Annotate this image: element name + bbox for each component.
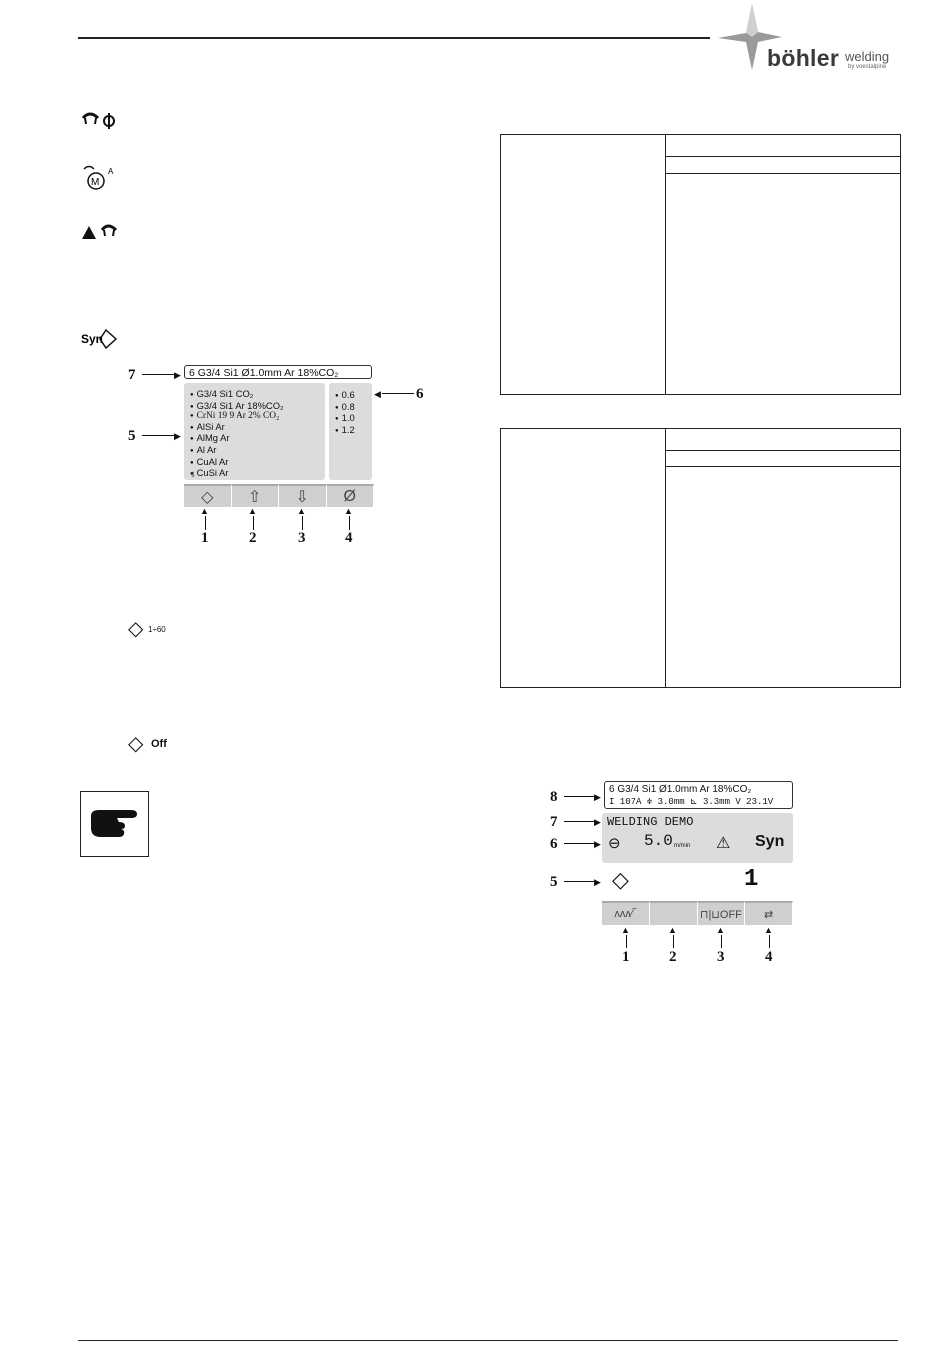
list-item[interactable]: ● CuAl Ar (190, 457, 325, 469)
list-item[interactable]: ● AlMg Ar (190, 433, 325, 445)
list-item[interactable]: ● G3/4 Si1 CO₂ (190, 389, 325, 401)
brand-product: welding (845, 49, 890, 64)
list-item[interactable]: ● Al Ar (190, 445, 325, 457)
callout-arrow (382, 393, 414, 394)
softkey-up[interactable]: ⇧ (232, 484, 280, 507)
header-rule (78, 37, 710, 39)
table-column-left (501, 135, 666, 394)
callout-6: 6 (416, 386, 424, 402)
program-diamond-icon: ◇ (128, 618, 144, 640)
program-off-label: Off (151, 738, 167, 750)
svg-text:Syn: Syn (81, 332, 104, 346)
list-item[interactable]: ● CuSi Ar (190, 468, 325, 480)
header-line-2: I 107A ≑ 3.0mm ⊾ 3.3mm V 23.1V (609, 797, 774, 807)
list-item[interactable]: ● 1.2 (335, 425, 372, 437)
callout-arrow (564, 843, 596, 844)
pointing-hand-icon (81, 792, 148, 856)
arrow-right-icon: ▶ (594, 792, 601, 802)
softkey-weld-process[interactable]: ʌʌʌ∕‾ (602, 901, 650, 925)
callout-k1: 1 (201, 530, 209, 546)
program-title: WELDING DEMO (607, 815, 694, 829)
program-diamond-icon: ◇ (128, 733, 144, 755)
arrow-right-icon: ▶ (174, 370, 181, 380)
callout-arrow (769, 935, 770, 948)
header-line-1: 6 G3/4 Si1 Ø1.0mm Ar 18%CO₂ (609, 784, 752, 795)
callout-k1: 1 (622, 949, 630, 965)
arrow-up-icon: ▲ (716, 925, 725, 935)
callout-arrow (721, 935, 722, 948)
mode-label: Syn (755, 833, 785, 850)
callout-k4: 4 (765, 949, 773, 965)
arrow-up-icon: ▲ (668, 925, 677, 935)
wire-speed-unit: m/min (674, 843, 691, 849)
table-column-left (501, 429, 666, 687)
list-item[interactable]: ● G3/4 Si1 Ar 18%CO₂ (190, 401, 325, 413)
arrow-up-icon: ▲ (200, 506, 209, 516)
svg-text:A: A (108, 167, 114, 176)
callout-arrow (302, 516, 303, 530)
callout-arrow (142, 435, 176, 436)
table-1 (500, 134, 901, 395)
callout-arrow (564, 821, 596, 822)
list-item[interactable]: ● 0.8 (335, 402, 372, 414)
softkey-down[interactable]: ⇩ (279, 484, 327, 507)
callout-6: 6 (550, 836, 558, 852)
diameter-list (329, 383, 372, 436)
footer-rule (78, 1340, 898, 1341)
arrow-right-icon: ▶ (594, 839, 601, 849)
callout-k4: 4 (345, 530, 353, 546)
arrow-right-icon: ▶ (594, 817, 601, 827)
callout-8: 8 (550, 789, 558, 805)
softkey-mode-switch[interactable]: ⇄ (745, 901, 793, 925)
callout-arrow (626, 935, 627, 948)
brand-name: böhler (767, 45, 840, 71)
callout-5: 5 (128, 428, 136, 444)
wire-torch-diameter-icon (80, 110, 122, 132)
table-divider (666, 450, 900, 451)
arrow-right-icon: ▶ (594, 877, 601, 887)
scroll-more-icon: ⇩ (190, 472, 196, 479)
callout-k3: 3 (717, 949, 725, 965)
program-number: 1 (744, 866, 759, 893)
softkey-diameter[interactable]: Ø (327, 484, 375, 507)
arrow-right-icon: ▶ (174, 431, 181, 441)
table-divider (666, 156, 900, 157)
callout-arrow (673, 935, 674, 948)
table-divider (666, 466, 900, 467)
wire-speed-value: 5.0 (644, 832, 673, 850)
callout-arrow (349, 516, 350, 530)
arrow-up-icon: ▲ (248, 506, 257, 516)
arrow-up-icon: ▲ (297, 506, 306, 516)
softkey-pulse-off[interactable]: ⊓|⊔OFF (698, 901, 746, 925)
table-2 (500, 428, 901, 688)
arrow-up-icon: ▲ (344, 506, 353, 516)
callout-k2: 2 (669, 949, 677, 965)
diameter-list-panel (329, 383, 372, 480)
motor-current-icon (80, 165, 120, 193)
brand-tagline: by voestalpine (848, 64, 887, 70)
callout-7: 7 (128, 367, 136, 383)
display2-header (604, 781, 793, 809)
table-divider (666, 173, 900, 174)
display1-softkeys (184, 484, 374, 507)
display2-main-panel (602, 813, 793, 863)
arrow-up-icon: ▲ (621, 925, 630, 935)
synergic-icon (80, 326, 120, 352)
callout-arrow (205, 516, 206, 530)
callout-k2: 2 (249, 530, 257, 546)
wire-diameter-icon: ⊖ (608, 835, 621, 852)
material-list-panel (184, 383, 325, 480)
softkey-empty[interactable] (650, 901, 698, 925)
svg-text:M: M (91, 177, 100, 188)
display1-header: 6 G3/4 Si1 Ø1.0mm Ar 18%CO₂ (184, 365, 372, 379)
list-item[interactable]: ● 1.0 (335, 413, 372, 425)
list-item[interactable]: ● 0.6 (335, 390, 372, 402)
callout-arrow (253, 516, 254, 530)
material-list (184, 383, 325, 480)
callout-arrow (564, 881, 596, 882)
callout-7: 7 (550, 814, 558, 830)
callout-5: 5 (550, 874, 558, 890)
display2-softkeys (602, 901, 793, 925)
callout-arrow (142, 374, 176, 375)
arrow-up-icon: ▲ (764, 925, 773, 935)
callout-arrow (564, 796, 596, 797)
note-box (80, 791, 149, 857)
arrow-left-icon: ◀ (374, 389, 381, 399)
program-range-label: 1÷60 (148, 625, 166, 634)
softkey-confirm[interactable]: ◇ (184, 484, 232, 507)
callout-k3: 3 (298, 530, 306, 546)
list-item[interactable]: ● AlSi Ar (190, 422, 325, 434)
list-item[interactable]: ● CrNi 19 9 Ar 2% CO₂ (190, 412, 325, 422)
program-diamond-icon: ◇ (612, 867, 629, 892)
weld-position-icon: ⚠ (716, 835, 731, 852)
warning-torch-icon (80, 222, 122, 242)
